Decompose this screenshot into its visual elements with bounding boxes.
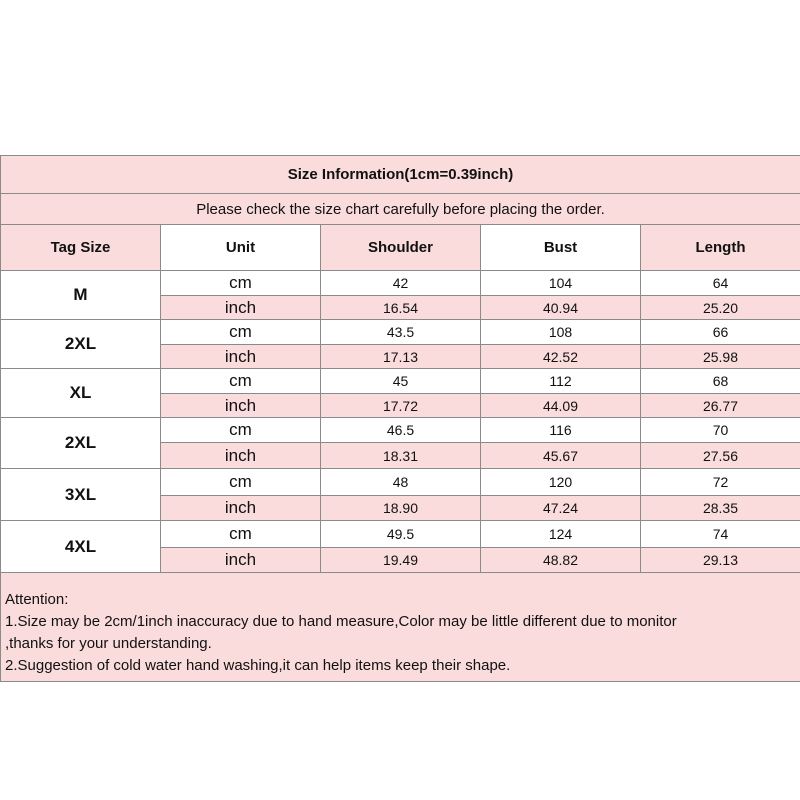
length-cell: 25.98 [641, 345, 800, 369]
attention-heading: Attention: [5, 591, 69, 608]
bust-cell: 124 [481, 521, 641, 548]
length-cell: 72 [641, 469, 800, 496]
unit-cell: inch [161, 496, 321, 521]
table-subtitle: Please check the size chart carefully before placing the order. [1, 194, 800, 225]
unit-cell: inch [161, 548, 321, 573]
tag-size-cell: 3XL [1, 469, 161, 521]
bust-cell: 48.82 [481, 548, 641, 573]
table-row-cm [1, 271, 800, 296]
bust-cell: 40.94 [481, 296, 641, 320]
length-cell: 70 [641, 418, 800, 443]
unit-cell: inch [161, 345, 321, 369]
table-row-cm [1, 369, 800, 394]
tag-size-cell: M [1, 271, 161, 320]
shoulder-cell: 49.5 [321, 521, 481, 548]
bust-cell: 47.24 [481, 496, 641, 521]
unit-cell: inch [161, 296, 321, 320]
header-tag-size: Tag Size [1, 225, 161, 271]
attention-line-1-continued: ,thanks for your understanding. [5, 635, 212, 652]
tag-size-cell: 2XL [1, 320, 161, 369]
tag-size-cell: XL [1, 369, 161, 418]
tag-size-cell: 4XL [1, 521, 161, 573]
shoulder-cell: 18.90 [321, 496, 481, 521]
length-cell: 74 [641, 521, 800, 548]
unit-cell: inch [161, 443, 321, 469]
tag-size-cell: 2XL [1, 418, 161, 469]
header-row [1, 225, 800, 271]
table-row-cm [1, 521, 800, 548]
bust-cell: 116 [481, 418, 641, 443]
title-row [1, 156, 800, 194]
shoulder-cell: 19.49 [321, 548, 481, 573]
attention-notes [1, 573, 800, 682]
table-row-cm [1, 469, 800, 496]
shoulder-cell: 45 [321, 369, 481, 394]
length-cell: 29.13 [641, 548, 800, 573]
attention-line-1: 1.Size may be 2cm/1inch inaccuracy due to hand measure,Color may be little different due to monitor [5, 613, 677, 630]
length-cell: 66 [641, 320, 800, 345]
unit-cell: cm [161, 320, 321, 345]
header-unit: Unit [161, 225, 321, 271]
header-length: Length [641, 225, 800, 271]
length-cell: 25.20 [641, 296, 800, 320]
shoulder-cell: 18.31 [321, 443, 481, 469]
unit-cell: cm [161, 271, 321, 296]
shoulder-cell: 46.5 [321, 418, 481, 443]
shoulder-cell: 43.5 [321, 320, 481, 345]
shoulder-cell: 48 [321, 469, 481, 496]
length-cell: 26.77 [641, 394, 800, 418]
unit-cell: cm [161, 369, 321, 394]
shoulder-cell: 17.13 [321, 345, 481, 369]
shoulder-cell: 17.72 [321, 394, 481, 418]
bust-cell: 104 [481, 271, 641, 296]
table-title: Size Information(1cm=0.39inch) [1, 156, 800, 194]
size-chart-table [0, 155, 800, 682]
shoulder-cell: 42 [321, 271, 481, 296]
table-row-cm [1, 418, 800, 443]
table-row-cm [1, 320, 800, 345]
unit-cell: cm [161, 418, 321, 443]
unit-cell: inch [161, 394, 321, 418]
shoulder-cell: 16.54 [321, 296, 481, 320]
attention-row [1, 573, 800, 682]
bust-cell: 42.52 [481, 345, 641, 369]
length-cell: 68 [641, 369, 800, 394]
subtitle-row [1, 194, 800, 225]
header-bust: Bust [481, 225, 641, 271]
unit-cell: cm [161, 521, 321, 548]
length-cell: 64 [641, 271, 800, 296]
bust-cell: 45.67 [481, 443, 641, 469]
bust-cell: 44.09 [481, 394, 641, 418]
bust-cell: 108 [481, 320, 641, 345]
bust-cell: 120 [481, 469, 641, 496]
header-shoulder: Shoulder [321, 225, 481, 271]
unit-cell: cm [161, 469, 321, 496]
bust-cell: 112 [481, 369, 641, 394]
length-cell: 28.35 [641, 496, 800, 521]
attention-line-2: 2.Suggestion of cold water hand washing,it can help items keep their shape. [5, 657, 511, 674]
length-cell: 27.56 [641, 443, 800, 469]
